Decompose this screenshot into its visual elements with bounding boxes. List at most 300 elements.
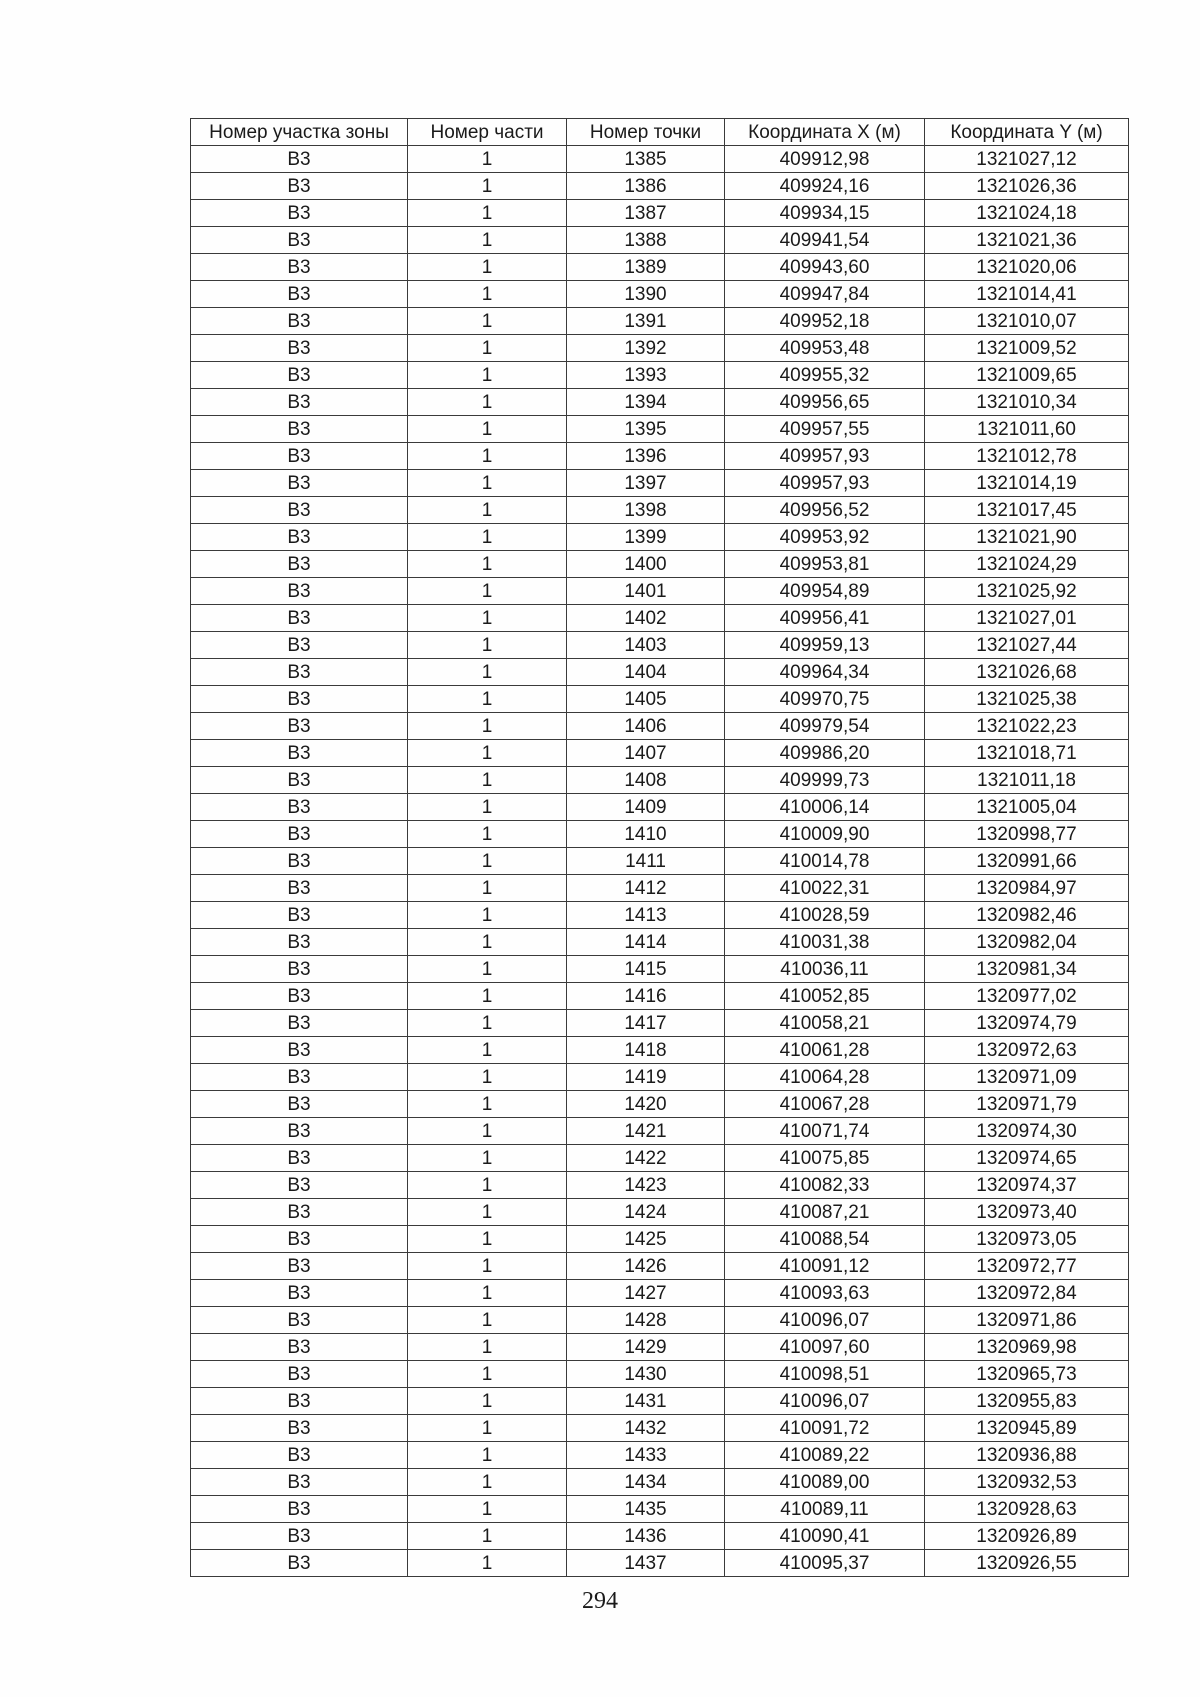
table-row — [191, 362, 1129, 389]
cell-coordinate-y: 1321012,78 — [925, 443, 1129, 470]
cell-coordinate-y: 1320973,05 — [925, 1226, 1129, 1253]
table-row — [191, 389, 1129, 416]
cell-coordinate-x: 409955,32 — [725, 362, 925, 389]
cell-point-number: 1423 — [567, 1172, 725, 1199]
cell-zone-section: В3 — [191, 1523, 408, 1550]
cell-zone-section: В3 — [191, 1037, 408, 1064]
cell-part-number: 1 — [408, 1037, 567, 1064]
table-row — [191, 1307, 1129, 1334]
table-row — [191, 686, 1129, 713]
cell-coordinate-y: 1321025,92 — [925, 578, 1129, 605]
cell-zone-section: В3 — [191, 902, 408, 929]
cell-coordinate-y: 1321024,29 — [925, 551, 1129, 578]
table-row — [191, 1523, 1129, 1550]
cell-part-number: 1 — [408, 227, 567, 254]
cell-zone-section: В3 — [191, 848, 408, 875]
cell-point-number: 1419 — [567, 1064, 725, 1091]
cell-part-number: 1 — [408, 1442, 567, 1469]
cell-coordinate-y: 1320972,84 — [925, 1280, 1129, 1307]
cell-coordinate-x: 410067,28 — [725, 1091, 925, 1118]
cell-coordinate-x: 410036,11 — [725, 956, 925, 983]
cell-zone-section: В3 — [191, 1145, 408, 1172]
cell-point-number: 1393 — [567, 362, 725, 389]
cell-part-number: 1 — [408, 281, 567, 308]
cell-coordinate-y: 1321011,60 — [925, 416, 1129, 443]
page-number: 294 — [582, 1588, 618, 1614]
cell-coordinate-x: 410052,85 — [725, 983, 925, 1010]
cell-zone-section: В3 — [191, 173, 408, 200]
cell-zone-section: В3 — [191, 389, 408, 416]
cell-part-number: 1 — [408, 740, 567, 767]
cell-point-number: 1414 — [567, 929, 725, 956]
cell-zone-section: В3 — [191, 362, 408, 389]
cell-point-number: 1402 — [567, 605, 725, 632]
cell-zone-section: В3 — [191, 416, 408, 443]
cell-coordinate-y: 1321021,90 — [925, 524, 1129, 551]
cell-zone-section: В3 — [191, 470, 408, 497]
cell-coordinate-y: 1320977,02 — [925, 983, 1129, 1010]
cell-point-number: 1420 — [567, 1091, 725, 1118]
table-row — [191, 1415, 1129, 1442]
table-row — [191, 632, 1129, 659]
cell-part-number: 1 — [408, 686, 567, 713]
cell-point-number: 1392 — [567, 335, 725, 362]
cell-coordinate-y: 1320971,09 — [925, 1064, 1129, 1091]
cell-coordinate-x: 409959,13 — [725, 632, 925, 659]
cell-coordinate-x: 409964,34 — [725, 659, 925, 686]
header-part-number: Номер части — [408, 119, 567, 146]
cell-point-number: 1426 — [567, 1253, 725, 1280]
table-row — [191, 1037, 1129, 1064]
cell-coordinate-x: 409943,60 — [725, 254, 925, 281]
table-row — [191, 551, 1129, 578]
cell-coordinate-x: 409986,20 — [725, 740, 925, 767]
cell-part-number: 1 — [408, 389, 567, 416]
table-row — [191, 1253, 1129, 1280]
cell-part-number: 1 — [408, 1118, 567, 1145]
cell-coordinate-y: 1320998,77 — [925, 821, 1129, 848]
table-row — [191, 1496, 1129, 1523]
cell-coordinate-y: 1320972,77 — [925, 1253, 1129, 1280]
cell-zone-section: В3 — [191, 686, 408, 713]
cell-zone-section: В3 — [191, 1415, 408, 1442]
cell-zone-section: В3 — [191, 1064, 408, 1091]
table-row — [191, 497, 1129, 524]
table-row — [191, 1199, 1129, 1226]
cell-coordinate-y: 1321027,44 — [925, 632, 1129, 659]
table-row — [191, 227, 1129, 254]
cell-zone-section: В3 — [191, 767, 408, 794]
cell-part-number: 1 — [408, 335, 567, 362]
cell-coordinate-y: 1320991,66 — [925, 848, 1129, 875]
cell-coordinate-x: 409947,84 — [725, 281, 925, 308]
cell-part-number: 1 — [408, 1496, 567, 1523]
cell-point-number: 1386 — [567, 173, 725, 200]
cell-point-number: 1411 — [567, 848, 725, 875]
cell-part-number: 1 — [408, 1361, 567, 1388]
cell-zone-section: В3 — [191, 1091, 408, 1118]
table-row — [191, 173, 1129, 200]
cell-coordinate-x: 409979,54 — [725, 713, 925, 740]
cell-part-number: 1 — [408, 848, 567, 875]
table-row — [191, 416, 1129, 443]
cell-part-number: 1 — [408, 875, 567, 902]
cell-coordinate-x: 410095,37 — [725, 1550, 925, 1577]
cell-coordinate-x: 409953,48 — [725, 335, 925, 362]
cell-coordinate-x: 409970,75 — [725, 686, 925, 713]
cell-zone-section: В3 — [191, 1334, 408, 1361]
table-row — [191, 146, 1129, 173]
cell-zone-section: В3 — [191, 308, 408, 335]
cell-part-number: 1 — [408, 1226, 567, 1253]
cell-point-number: 1432 — [567, 1415, 725, 1442]
cell-zone-section: В3 — [191, 632, 408, 659]
cell-point-number: 1422 — [567, 1145, 725, 1172]
cell-point-number: 1437 — [567, 1550, 725, 1577]
cell-coordinate-y: 1320945,89 — [925, 1415, 1129, 1442]
cell-zone-section: В3 — [191, 929, 408, 956]
cell-coordinate-y: 1321010,07 — [925, 308, 1129, 335]
cell-part-number: 1 — [408, 659, 567, 686]
header-point-number: Номер точки — [567, 119, 725, 146]
cell-coordinate-y: 1320969,98 — [925, 1334, 1129, 1361]
table-row — [191, 821, 1129, 848]
table-row — [191, 254, 1129, 281]
cell-coordinate-y: 1320932,53 — [925, 1469, 1129, 1496]
cell-point-number: 1425 — [567, 1226, 725, 1253]
cell-part-number: 1 — [408, 956, 567, 983]
cell-part-number: 1 — [408, 362, 567, 389]
cell-coordinate-x: 409957,93 — [725, 443, 925, 470]
cell-coordinate-x: 410028,59 — [725, 902, 925, 929]
cell-coordinate-x: 410089,11 — [725, 1496, 925, 1523]
cell-zone-section: В3 — [191, 1496, 408, 1523]
cell-zone-section: В3 — [191, 956, 408, 983]
cell-zone-section: В3 — [191, 254, 408, 281]
table-row — [191, 659, 1129, 686]
table-body — [191, 146, 1129, 1577]
cell-point-number: 1387 — [567, 200, 725, 227]
cell-coordinate-x: 410064,28 — [725, 1064, 925, 1091]
table-row — [191, 713, 1129, 740]
cell-point-number: 1389 — [567, 254, 725, 281]
cell-coordinate-x: 409953,92 — [725, 524, 925, 551]
cell-part-number: 1 — [408, 443, 567, 470]
cell-point-number: 1404 — [567, 659, 725, 686]
cell-part-number: 1 — [408, 1199, 567, 1226]
cell-zone-section: В3 — [191, 281, 408, 308]
cell-point-number: 1410 — [567, 821, 725, 848]
table-row — [191, 443, 1129, 470]
cell-zone-section: В3 — [191, 1307, 408, 1334]
cell-part-number: 1 — [408, 713, 567, 740]
table-row — [191, 524, 1129, 551]
table-row — [191, 929, 1129, 956]
cell-coordinate-x: 410090,41 — [725, 1523, 925, 1550]
cell-point-number: 1417 — [567, 1010, 725, 1037]
table-row — [191, 1145, 1129, 1172]
cell-point-number: 1388 — [567, 227, 725, 254]
cell-coordinate-y: 1321022,23 — [925, 713, 1129, 740]
cell-part-number: 1 — [408, 254, 567, 281]
cell-zone-section: В3 — [191, 200, 408, 227]
cell-part-number: 1 — [408, 551, 567, 578]
cell-coordinate-x: 410088,54 — [725, 1226, 925, 1253]
cell-zone-section: В3 — [191, 605, 408, 632]
cell-part-number: 1 — [408, 1334, 567, 1361]
table-row — [191, 902, 1129, 929]
cell-coordinate-x: 409912,98 — [725, 146, 925, 173]
cell-coordinate-y: 1320972,63 — [925, 1037, 1129, 1064]
cell-zone-section: В3 — [191, 713, 408, 740]
cell-part-number: 1 — [408, 497, 567, 524]
cell-coordinate-y: 1320971,86 — [925, 1307, 1129, 1334]
cell-point-number: 1418 — [567, 1037, 725, 1064]
cell-part-number: 1 — [408, 1172, 567, 1199]
cell-point-number: 1428 — [567, 1307, 725, 1334]
cell-part-number: 1 — [408, 1469, 567, 1496]
cell-point-number: 1407 — [567, 740, 725, 767]
cell-coordinate-y: 1321009,52 — [925, 335, 1129, 362]
cell-point-number: 1399 — [567, 524, 725, 551]
cell-point-number: 1400 — [567, 551, 725, 578]
cell-zone-section: В3 — [191, 983, 408, 1010]
cell-coordinate-y: 1321026,68 — [925, 659, 1129, 686]
table-row — [191, 794, 1129, 821]
cell-coordinate-y: 1320981,34 — [925, 956, 1129, 983]
table-row — [191, 1280, 1129, 1307]
cell-coordinate-x: 409956,65 — [725, 389, 925, 416]
cell-zone-section: В3 — [191, 1172, 408, 1199]
cell-coordinate-x: 409956,52 — [725, 497, 925, 524]
cell-coordinate-x: 409953,81 — [725, 551, 925, 578]
cell-part-number: 1 — [408, 200, 567, 227]
cell-coordinate-y: 1321009,65 — [925, 362, 1129, 389]
cell-coordinate-x: 410096,07 — [725, 1388, 925, 1415]
cell-point-number: 1390 — [567, 281, 725, 308]
cell-coordinate-x: 409957,55 — [725, 416, 925, 443]
cell-zone-section: В3 — [191, 1010, 408, 1037]
cell-coordinate-y: 1320984,97 — [925, 875, 1129, 902]
cell-zone-section: В3 — [191, 1361, 408, 1388]
cell-coordinate-y: 1320971,79 — [925, 1091, 1129, 1118]
cell-zone-section: В3 — [191, 1388, 408, 1415]
cell-coordinate-x: 410089,00 — [725, 1469, 925, 1496]
cell-coordinate-y: 1320965,73 — [925, 1361, 1129, 1388]
cell-part-number: 1 — [408, 1064, 567, 1091]
cell-zone-section: В3 — [191, 794, 408, 821]
cell-coordinate-y: 1321014,19 — [925, 470, 1129, 497]
cell-coordinate-y: 1320982,04 — [925, 929, 1129, 956]
cell-point-number: 1403 — [567, 632, 725, 659]
cell-coordinate-y: 1320973,40 — [925, 1199, 1129, 1226]
cell-part-number: 1 — [408, 902, 567, 929]
cell-coordinate-y: 1320936,88 — [925, 1442, 1129, 1469]
cell-point-number: 1421 — [567, 1118, 725, 1145]
table-row — [191, 1226, 1129, 1253]
cell-coordinate-y: 1320974,65 — [925, 1145, 1129, 1172]
cell-point-number: 1436 — [567, 1523, 725, 1550]
cell-point-number: 1433 — [567, 1442, 725, 1469]
cell-coordinate-x: 410022,31 — [725, 875, 925, 902]
cell-coordinate-x: 410061,28 — [725, 1037, 925, 1064]
cell-coordinate-x: 409954,89 — [725, 578, 925, 605]
cell-part-number: 1 — [408, 767, 567, 794]
table-row — [191, 1334, 1129, 1361]
cell-point-number: 1396 — [567, 443, 725, 470]
cell-coordinate-x: 410097,60 — [725, 1334, 925, 1361]
cell-zone-section: В3 — [191, 335, 408, 362]
cell-coordinate-y: 1321021,36 — [925, 227, 1129, 254]
header-coordinate-y: Координата Y (м) — [925, 119, 1129, 146]
table-row — [191, 1091, 1129, 1118]
cell-point-number: 1427 — [567, 1280, 725, 1307]
cell-coordinate-x: 410096,07 — [725, 1307, 925, 1334]
cell-coordinate-x: 410031,38 — [725, 929, 925, 956]
cell-coordinate-y: 1321005,04 — [925, 794, 1129, 821]
cell-coordinate-y: 1321025,38 — [925, 686, 1129, 713]
table-row — [191, 281, 1129, 308]
cell-zone-section: В3 — [191, 1253, 408, 1280]
cell-zone-section: В3 — [191, 1226, 408, 1253]
cell-zone-section: В3 — [191, 524, 408, 551]
table-row — [191, 1010, 1129, 1037]
cell-coordinate-x: 409934,15 — [725, 200, 925, 227]
cell-part-number: 1 — [408, 1253, 567, 1280]
cell-zone-section: В3 — [191, 1118, 408, 1145]
cell-point-number: 1430 — [567, 1361, 725, 1388]
cell-zone-section: В3 — [191, 578, 408, 605]
cell-point-number: 1385 — [567, 146, 725, 173]
cell-point-number: 1412 — [567, 875, 725, 902]
cell-part-number: 1 — [408, 605, 567, 632]
cell-point-number: 1415 — [567, 956, 725, 983]
cell-coordinate-x: 410014,78 — [725, 848, 925, 875]
cell-coordinate-y: 1320928,63 — [925, 1496, 1129, 1523]
cell-part-number: 1 — [408, 308, 567, 335]
cell-point-number: 1401 — [567, 578, 725, 605]
cell-point-number: 1394 — [567, 389, 725, 416]
cell-point-number: 1416 — [567, 983, 725, 1010]
coordinates-table — [190, 118, 1129, 1577]
cell-point-number: 1429 — [567, 1334, 725, 1361]
cell-coordinate-x: 409999,73 — [725, 767, 925, 794]
cell-part-number: 1 — [408, 173, 567, 200]
cell-zone-section: В3 — [191, 551, 408, 578]
cell-coordinate-y: 1321026,36 — [925, 173, 1129, 200]
cell-zone-section: В3 — [191, 659, 408, 686]
cell-coordinate-x: 410089,22 — [725, 1442, 925, 1469]
cell-coordinate-x: 410058,21 — [725, 1010, 925, 1037]
cell-coordinate-x: 410091,12 — [725, 1253, 925, 1280]
cell-part-number: 1 — [408, 983, 567, 1010]
cell-point-number: 1424 — [567, 1199, 725, 1226]
table-row — [191, 1361, 1129, 1388]
cell-zone-section: В3 — [191, 1280, 408, 1307]
cell-point-number: 1409 — [567, 794, 725, 821]
cell-coordinate-x: 410091,72 — [725, 1415, 925, 1442]
table-row — [191, 1064, 1129, 1091]
table-row — [191, 1442, 1129, 1469]
table-row — [191, 1118, 1129, 1145]
cell-coordinate-x: 410009,90 — [725, 821, 925, 848]
table-row — [191, 848, 1129, 875]
table-row — [191, 578, 1129, 605]
cell-coordinate-x: 409952,18 — [725, 308, 925, 335]
table-row — [191, 1388, 1129, 1415]
cell-coordinate-x: 410006,14 — [725, 794, 925, 821]
cell-part-number: 1 — [408, 578, 567, 605]
cell-coordinate-x: 409924,16 — [725, 173, 925, 200]
cell-part-number: 1 — [408, 1415, 567, 1442]
cell-coordinate-y: 1320926,89 — [925, 1523, 1129, 1550]
table-row — [191, 767, 1129, 794]
cell-point-number: 1397 — [567, 470, 725, 497]
cell-coordinate-y: 1320926,55 — [925, 1550, 1129, 1577]
table-row — [191, 740, 1129, 767]
header-zone-section: Номер участка зоны — [191, 119, 408, 146]
cell-point-number: 1434 — [567, 1469, 725, 1496]
cell-point-number: 1391 — [567, 308, 725, 335]
cell-coordinate-y: 1320974,79 — [925, 1010, 1129, 1037]
cell-part-number: 1 — [408, 470, 567, 497]
cell-part-number: 1 — [408, 1091, 567, 1118]
table-row — [191, 1550, 1129, 1577]
cell-coordinate-y: 1321010,34 — [925, 389, 1129, 416]
cell-coordinate-x: 410093,63 — [725, 1280, 925, 1307]
table-row — [191, 308, 1129, 335]
cell-part-number: 1 — [408, 1145, 567, 1172]
cell-coordinate-y: 1320955,83 — [925, 1388, 1129, 1415]
cell-point-number: 1395 — [567, 416, 725, 443]
cell-coordinate-y: 1321027,12 — [925, 146, 1129, 173]
table-row — [191, 983, 1129, 1010]
cell-zone-section: В3 — [191, 227, 408, 254]
cell-coordinate-y: 1321027,01 — [925, 605, 1129, 632]
table-row — [191, 875, 1129, 902]
header-coordinate-x: Координата X (м) — [725, 119, 925, 146]
cell-zone-section: В3 — [191, 875, 408, 902]
cell-point-number: 1431 — [567, 1388, 725, 1415]
cell-coordinate-x: 409956,41 — [725, 605, 925, 632]
cell-coordinate-x: 410087,21 — [725, 1199, 925, 1226]
cell-coordinate-y: 1320974,30 — [925, 1118, 1129, 1145]
cell-part-number: 1 — [408, 1523, 567, 1550]
cell-point-number: 1406 — [567, 713, 725, 740]
table-row — [191, 335, 1129, 362]
cell-zone-section: В3 — [191, 1442, 408, 1469]
cell-part-number: 1 — [408, 1388, 567, 1415]
table-row — [191, 1469, 1129, 1496]
cell-point-number: 1398 — [567, 497, 725, 524]
cell-coordinate-y: 1321018,71 — [925, 740, 1129, 767]
cell-coordinate-y: 1321020,06 — [925, 254, 1129, 281]
cell-part-number: 1 — [408, 929, 567, 956]
cell-coordinate-x: 410082,33 — [725, 1172, 925, 1199]
cell-zone-section: В3 — [191, 1469, 408, 1496]
cell-coordinate-x: 410098,51 — [725, 1361, 925, 1388]
table-row — [191, 956, 1129, 983]
cell-coordinate-y: 1320982,46 — [925, 902, 1129, 929]
cell-coordinate-y: 1321017,45 — [925, 497, 1129, 524]
cell-coordinate-y: 1321014,41 — [925, 281, 1129, 308]
cell-part-number: 1 — [408, 821, 567, 848]
cell-zone-section: В3 — [191, 497, 408, 524]
cell-part-number: 1 — [408, 1010, 567, 1037]
cell-part-number: 1 — [408, 1280, 567, 1307]
cell-part-number: 1 — [408, 632, 567, 659]
cell-zone-section: В3 — [191, 146, 408, 173]
